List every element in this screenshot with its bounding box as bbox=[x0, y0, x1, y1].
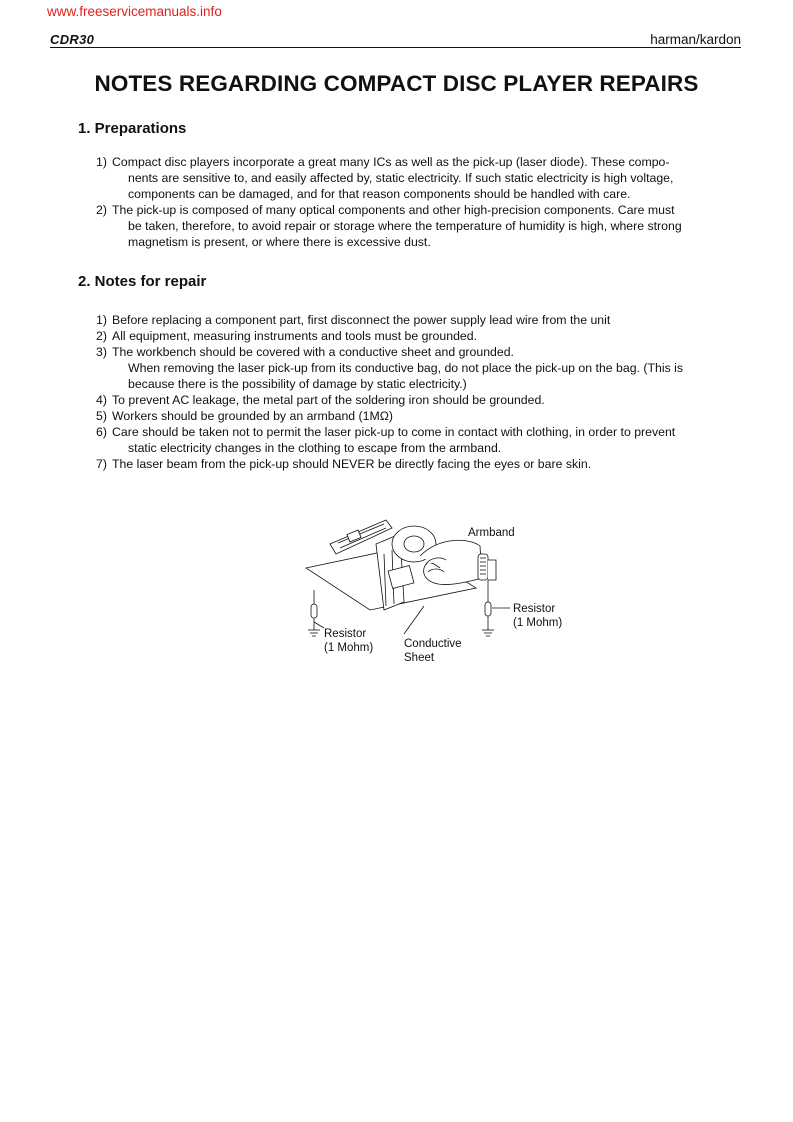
item-line: Care should be taken not to permit the laser pick-up to come in contact with clothing, in order to prevent bbox=[112, 425, 676, 439]
item-line: To prevent AC leakage, the metal part of the soldering iron should be grounded. bbox=[112, 393, 545, 407]
pickup-assembly-icon bbox=[330, 520, 436, 610]
item-line: Workers should be grounded by an armband (1MΩ) bbox=[112, 409, 394, 423]
item-number: 4) bbox=[96, 393, 107, 407]
section-heading-repair: 2. Notes for repair bbox=[78, 273, 207, 290]
item-number: 1) bbox=[96, 155, 107, 169]
grounding-diagram bbox=[300, 510, 580, 670]
item-line: magnetism is present, or where there is excessive dust. bbox=[128, 235, 431, 249]
item-line: All equipment, measuring instruments and tools must be grounded. bbox=[112, 329, 478, 343]
item-number: 7) bbox=[96, 457, 107, 471]
item-number: 5) bbox=[96, 409, 107, 423]
resistor-left-label: Resistor bbox=[324, 628, 367, 640]
item-line: When removing the laser pick-up from its conductive bag, do not place the pick-up on the bag. (This is bbox=[128, 361, 684, 375]
resistor-right-icon bbox=[482, 580, 510, 636]
list-item bbox=[96, 154, 736, 202]
brand-name: harman/kardon bbox=[650, 32, 741, 47]
list-item bbox=[96, 328, 736, 344]
list-item bbox=[96, 344, 736, 392]
section-heading-preparations: 1. Preparations bbox=[78, 120, 187, 137]
repair-list bbox=[96, 312, 736, 472]
item-line: The pick-up is composed of many optical components and other high-precision components. Care must bbox=[112, 203, 675, 217]
list-item bbox=[96, 408, 736, 424]
model-number: CDR30 bbox=[50, 32, 95, 47]
item-line: The workbench should be covered with a conductive sheet and grounded. bbox=[112, 345, 514, 359]
sheet-label-2: Sheet bbox=[404, 652, 435, 664]
armband-label: Armband bbox=[468, 527, 515, 539]
resistor-left-value: (1 Mohm) bbox=[324, 642, 374, 654]
item-line: static electricity changes in the clothing to escape from the armband. bbox=[128, 441, 502, 455]
item-number: 2) bbox=[96, 329, 107, 343]
preparations-list bbox=[96, 154, 736, 250]
resistor-right-label: Resistor bbox=[513, 603, 556, 615]
list-item bbox=[96, 456, 736, 472]
item-line: because there is the possibility of damage by static electricity.) bbox=[128, 377, 467, 391]
page-title: NOTES REGARDING COMPACT DISC PLAYER REPAIRS bbox=[94, 71, 699, 96]
item-line: The laser beam from the pick-up should NEVER be directly facing the eyes or bare skin. bbox=[112, 457, 592, 471]
sheet-label: Conductive bbox=[404, 638, 462, 650]
list-item bbox=[96, 424, 736, 456]
item-line: Compact disc players incorporate a great many ICs as well as the pick-up (laser diode). These compo- bbox=[112, 155, 670, 169]
item-line: nents are sensitive to, and easily affected by, static electricity. If such static electricity is high voltage, bbox=[128, 171, 674, 185]
resistor-left-icon bbox=[308, 590, 324, 636]
sheet-leader-line bbox=[404, 606, 424, 634]
item-number: 2) bbox=[96, 203, 107, 217]
armband-icon bbox=[478, 554, 496, 580]
item-line: Before replacing a component part, first disconnect the power supply lead wire from the unit bbox=[112, 313, 611, 327]
item-number: 1) bbox=[96, 313, 107, 327]
item-number: 3) bbox=[96, 345, 107, 359]
list-item bbox=[96, 312, 736, 328]
item-number: 6) bbox=[96, 425, 107, 439]
list-item bbox=[96, 392, 736, 408]
resistor-right-value: (1 Mohm) bbox=[513, 617, 563, 629]
header-rule bbox=[50, 47, 741, 48]
item-line: components can be damaged, and for that reason components should be handled with care. bbox=[128, 187, 631, 201]
item-line: be taken, therefore, to avoid repair or storage where the temperature of humidity is high, where strong bbox=[128, 219, 682, 233]
list-item bbox=[96, 202, 736, 250]
watermark-link[interactable]: www.freeservicemanuals.info bbox=[47, 4, 222, 19]
